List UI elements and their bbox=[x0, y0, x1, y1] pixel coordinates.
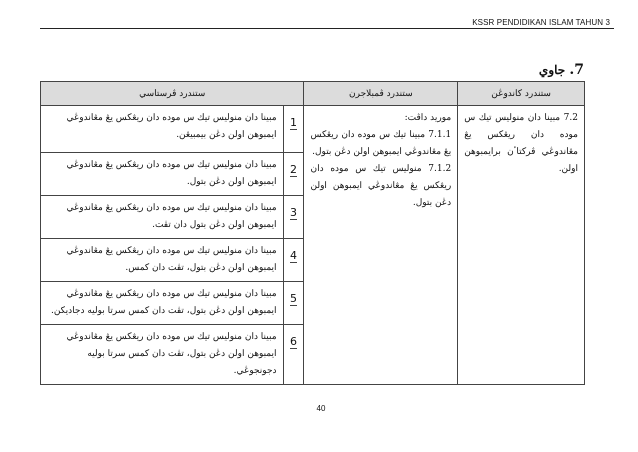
performance-level: 6 bbox=[290, 335, 297, 348]
performance-level: 1 bbox=[290, 116, 297, 129]
table-header-row bbox=[41, 82, 585, 106]
performance-text: مبينا دان منوليس تيك س موده دان ريڠكس يڠ مڠاندوڠي ايمبوهن اولن دڠن بتول، تڤت دان كمس سرتا بوليه دجونجوڠي. bbox=[66, 332, 277, 376]
performance-text: مبينا دان منوليس تيك س موده دان ريڠكس يڠ مڠاندوڠي ايمبوهن اولن دڠن بتول، تڤت دان كمس. bbox=[66, 246, 277, 273]
performance-level-cell bbox=[283, 106, 304, 153]
header-performance-standard: ستندرد ڤرستاسي bbox=[41, 82, 304, 106]
section-heading bbox=[539, 62, 584, 78]
performance-text-cell bbox=[41, 153, 284, 196]
performance-level: 5 bbox=[290, 292, 297, 305]
learning-item-text: مبينا تيك س موده دان ريڠكس يڠ مڠاندوڠي ايمبوهن اولن دڠن بتول. bbox=[310, 130, 452, 157]
learning-item-code: 7.1.1 bbox=[428, 130, 452, 140]
learning-item-text: منوليس تيك س موده دان ريڠكس يڠ مڠاندوڠي ايمبوهن اولن دڠن بتول. bbox=[310, 164, 452, 208]
performance-text-cell bbox=[41, 106, 284, 153]
performance-level-cell bbox=[283, 153, 304, 196]
document-header: KSSR PENDIDIKAN ISLAM TAHUN 3 bbox=[472, 18, 610, 27]
table-row bbox=[41, 106, 585, 153]
section-number: 7. bbox=[569, 62, 584, 78]
performance-level-cell bbox=[283, 239, 304, 282]
content-standard-cell bbox=[458, 106, 585, 385]
content-standard-text: مبينا دان منوليس تيك س موده دان ريڠكس يڠ مڠاندوڠي ڤركتاٴن برايمبوهن اولن. bbox=[464, 113, 578, 174]
performance-text: مبينا دان منوليس تيك س موده دان ريڠكس يڠ مڠاندوڠي ايمبوهن اولن دڠن بتول، تڤت دان كمس سرتا بوليه دجاديكن. bbox=[50, 289, 277, 316]
performance-level: 2 bbox=[290, 163, 297, 176]
performance-level-cell bbox=[283, 282, 304, 325]
standards-table bbox=[40, 81, 585, 385]
learning-item bbox=[310, 161, 451, 212]
header-learning-standard: ستندرد ڤمبلاجرن bbox=[304, 82, 458, 106]
learning-standard-cell bbox=[304, 106, 458, 385]
performance-text: مبينا دان منوليس تيك س موده دان ريڠكس يڠ مڠاندوڠي ايمبوهن اولن دڠن بتول دان تڤت. bbox=[66, 203, 277, 230]
performance-level-cell bbox=[283, 325, 304, 385]
learning-intro: موريد داڤت: bbox=[404, 113, 452, 123]
page-number: 40 bbox=[316, 404, 326, 413]
section-title: جاوي bbox=[538, 63, 566, 77]
header-divider bbox=[40, 28, 614, 29]
content-standard-code: 7.2 bbox=[563, 113, 578, 123]
performance-level-cell bbox=[283, 196, 304, 239]
performance-text: مبينا دان منوليس تيك س موده دان ريڠكس يڠ مڠاندوڠي ايمبوهن اولن دڠن بيمبيڠن. bbox=[66, 113, 277, 140]
performance-level: 3 bbox=[290, 206, 297, 219]
learning-item bbox=[310, 127, 451, 161]
learning-item-code: 7.1.2 bbox=[428, 164, 452, 174]
header-content-standard: ستندرد كاندوڠن bbox=[458, 82, 585, 106]
performance-text-cell bbox=[41, 325, 284, 385]
performance-text: مبينا دان منوليس تيك س موده دان ريڠكس يڠ مڠاندوڠي ايمبوهن اولن دڠن بتول. bbox=[66, 160, 277, 187]
performance-text-cell bbox=[41, 239, 284, 282]
performance-text-cell bbox=[41, 196, 284, 239]
performance-text-cell bbox=[41, 282, 284, 325]
performance-level: 4 bbox=[290, 249, 297, 262]
